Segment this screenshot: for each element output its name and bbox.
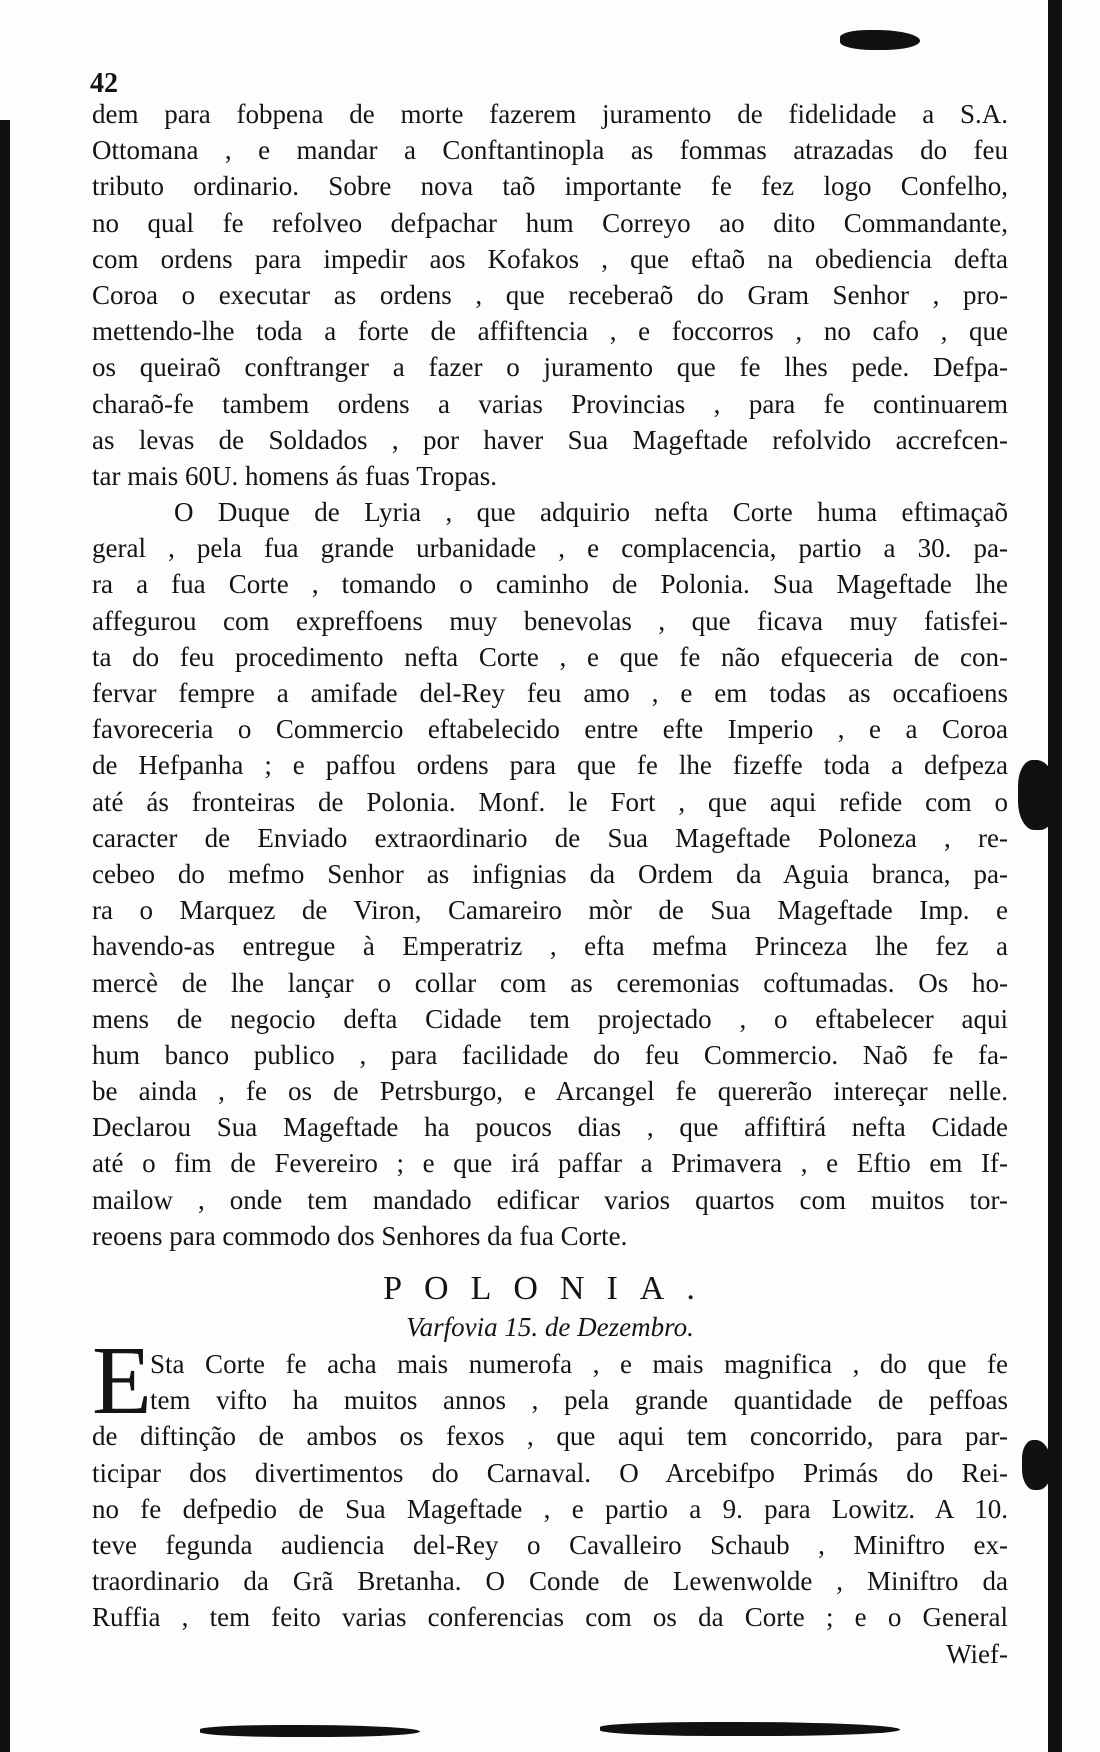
text-line: Coroa o executar as ordens , que receberaõ do Gram Senhor , pro- [92, 279, 1008, 310]
text-line: tributo ordinario. Sobre nova taõ importante fe fez logo Confelho, [92, 171, 1008, 202]
text-line: affegurou com expreffoens muy benevolas , que ficava muy fatisfei- [92, 605, 1008, 636]
text-line: Sta Corte fe acha mais numerofa , e mais magnifica , do que fe [150, 1349, 1008, 1379]
text-line: dem para fobpena de morte fazerem juramento de fidelidade a S.A. [92, 99, 1008, 129]
text-line: os queiraõ conftranger a fazer o juramento que fe lhes pede. Defpa- [92, 352, 1008, 383]
article-text [92, 96, 1008, 1254]
text-line: Ruffia , tem feito varias conferencias com os da Corte ; e o General [92, 1602, 1008, 1633]
text-line: tar mais 60U. homens ás fuas Tropas. [92, 460, 497, 491]
text-line: O Duque de Lyria , que adquirio nefta Corte huma eftimaçaõ [174, 497, 1008, 528]
text-line: reoens para commodo dos Senhores da fua Corte. [92, 1220, 628, 1251]
text-line: traordinario da Grã Bretanha. O Conde de Lewenwolde , Miniftro da [92, 1566, 1008, 1597]
text-line: ra a fua Corte , tomando o caminho de Polonia. Sua Mageftade lhe [92, 569, 1008, 600]
text-line: cebeo do mefmo Senhor as infignias da Ordem da Aguia branca, pa- [92, 858, 1008, 889]
text-line: até ás fronteiras de Polonia. Monf. le Fort , que aqui refide com o [92, 786, 1008, 817]
section-heading: POLONIA. [383, 1270, 717, 1307]
ink-blot [200, 1725, 420, 1737]
text-line: com ordens para impedir aos Kofakos , que eftaõ na obediencia defta [92, 243, 1008, 274]
text-line: tem vifto ha muitos annos , pela grande quantidade de peffoas [150, 1385, 1008, 1416]
page-number: 42 [90, 68, 118, 99]
text-line: as levas de Soldados , por haver Sua Mageftade refolvido accrefcen- [92, 424, 1008, 455]
ink-blot [600, 1722, 900, 1736]
text-line: mettendo-lhe toda a forte de affiftencia , e foccorros , no cafo , que [92, 316, 1008, 347]
scan-edge-left [0, 120, 10, 1752]
text-line: ta do feu procedimento nefta Corte , e que fe não efqueceria de con- [92, 641, 1008, 672]
text-line: ticipar dos divertimentos do Carnaval. O Arcebifpo Primás do Rei- [92, 1457, 1008, 1488]
text-line: hum banco publico , para facilidade do feu Commercio. Naõ fe fa- [92, 1039, 1008, 1070]
text-line: be ainda , fe os de Petrsburgo, e Arcangel fe quererão intereçar nelle. [92, 1076, 1008, 1107]
text-line: de Hefpanha ; e paffou ordens para que fe lhe fizeffe toda a defpeza [92, 750, 1008, 781]
text-line: favoreceria o Commercio eftabelecido entre efte Imperio , e a Coroa [92, 714, 1008, 745]
text-line: havendo-as entregue à Emperatriz , efta mefma Princeza lhe fez a [92, 931, 1008, 962]
section-text [92, 1346, 1008, 1672]
text-line: charaõ-fe tambem ordens a varias Provincias , para fe continuarem [92, 388, 1008, 419]
text-line: mens de negocio defta Cidade tem projectado , o eftabelecer aqui [92, 1003, 1008, 1034]
text-line: no fe defpedio de Sua Mageftade , e partio a 9. para Lowitz. A 10. [92, 1493, 1008, 1524]
text-line: ra o Marquez de Viron, Camareiro mòr de Sua Mageftade Imp. e [92, 895, 1008, 926]
text-line: fervar fempre a amifade del-Rey feu amo , e em todas as occafioens [92, 678, 1008, 708]
scan-edge-right [1048, 0, 1062, 1752]
text-line: caracter de Enviado extraordinario de Sua Mageftade Poloneza , re- [92, 822, 1008, 853]
catchword: Wief- [946, 1638, 1008, 1669]
text-line: Declarou Sua Mageftade ha poucos dias , que affiftirá nefta Cidade [92, 1112, 1008, 1143]
ink-blot [1022, 1440, 1052, 1490]
drop-cap: E [92, 1327, 152, 1435]
dateline: Varfovia 15. de Dezembro. [406, 1312, 694, 1342]
text-line: teve fegunda audiencia del-Rey o Cavalleiro Schaub , Miniftro ex- [92, 1529, 1008, 1560]
text-line: no qual fe refolveo defpachar hum Correyo ao dito Commandante, [92, 207, 1008, 238]
text-line: geral , pela fua grande urbanidade , e complacencia, partio a 30. pa- [92, 533, 1008, 564]
text-line: de diftinção de ambos os fexos , que aqui tem concorrido, para par- [92, 1421, 1008, 1452]
ink-blot [840, 30, 920, 50]
text-line: até o fim de Fevereiro ; e que irá paffar a Primavera , e Eftio em If- [92, 1148, 1008, 1179]
text-line: mercè de lhe lançar o collar com as ceremonias coftumadas. Os ho- [92, 967, 1008, 998]
text-line: mailow , onde tem mandado edificar varios quartos com muitos tor- [92, 1184, 1008, 1215]
text-line: Ottomana , e mandar a Conftantinopla as fommas atrazadas do feu [92, 135, 1008, 166]
